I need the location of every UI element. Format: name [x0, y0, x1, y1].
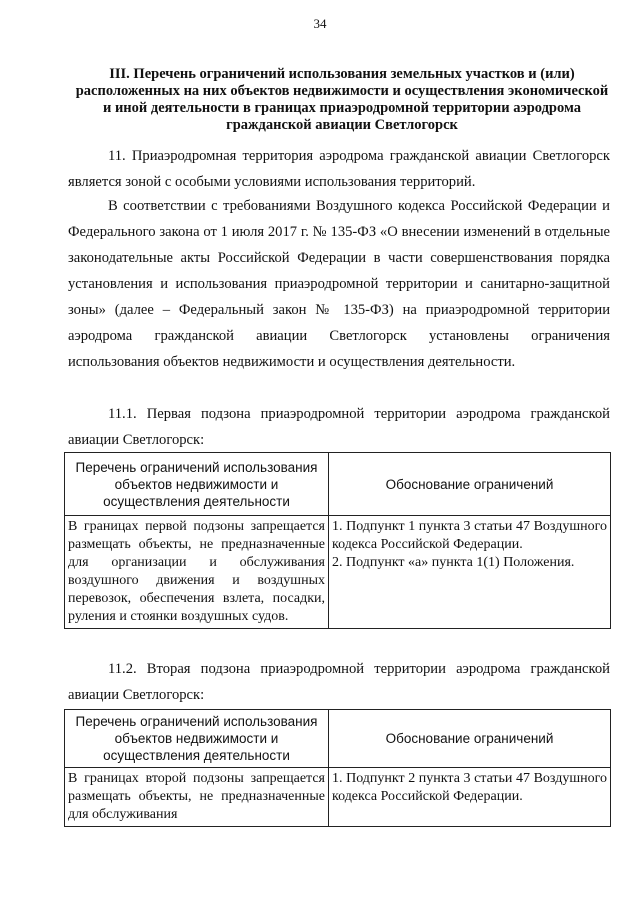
- table-header-row: [65, 710, 611, 768]
- paragraph-11-2: 11.2. Вторая подзона приаэродромной территории аэродрома гражданской авиации Светлогорск:: [68, 661, 610, 703]
- table-header-row: [65, 453, 611, 516]
- table-header-restrictions: Перечень ограничений использования объектов недвижимости и осуществления деятельности: [65, 710, 329, 768]
- table-header-restrictions: Перечень ограничений использования объектов недвижимости и осуществления деятельности: [65, 453, 329, 516]
- second-subzone-table: [64, 709, 611, 827]
- justification-item: 1. Подпункт 1 пункта 3 статьи 47 Воздушного кодекса Российской Федерации.: [332, 519, 607, 552]
- paragraph-11: 11. Приаэродромная территория аэродрома гражданской авиации Светлогорск является зоной с особыми условиями использования территорий.: [68, 148, 610, 190]
- table-header-justification: Обоснование ограничений: [329, 710, 611, 768]
- table-row: [65, 768, 611, 827]
- justification-item: 2. Подпункт «а» пункта 1(1) Положения.: [332, 555, 575, 570]
- table-row: [65, 516, 611, 629]
- justification-cell: [329, 768, 611, 827]
- justification-item: 1. Подпункт 2 пункта 3 статьи 47 Воздушного кодекса Российской Федерации.: [332, 771, 607, 804]
- paragraph-legal-basis: В соответствии с требованиями Воздушного кодекса Российской Федерации и Федерального закона от 1 июля 2017 г. № 135-ФЗ «О внесении изменений в отдельные законодательные акты Российской Федерации в части совершенствования порядка установления и использования приаэродромной территории и санитарно-защитной зоны» (далее – Федеральный закон № 135-ФЗ) на приаэродромной территории аэродрома гражданской авиации Светлогорск установлены ограничения использования объектов недвижимости и осуществления деятельности.: [68, 198, 610, 370]
- page-number: 34: [313, 16, 327, 31]
- table-header-justification: Обоснование ограничений: [329, 453, 611, 516]
- first-subzone-table: [64, 452, 611, 629]
- justification-cell: [329, 516, 611, 629]
- restriction-cell: В границах второй подзоны запрещается размещать объекты, не предназначенные для обслуживания: [65, 768, 329, 827]
- paragraph-11-1: 11.1. Первая подзона приаэродромной территории аэродрома гражданской авиации Светлогорск:: [68, 406, 610, 448]
- section-title: III. Перечень ограничений использования земельных участков и (или) расположенных на них объектов недвижимости и осуществления экономической и иной деятельности в границах приаэродромной территории аэродрома гражданской авиации Светлогорск: [75, 66, 609, 133]
- restriction-cell: В границах первой подзоны запрещается размещать объекты, не предназначенные для организации и обслуживания воздушного движения и воздушных перевозок, обеспечения взлета, посадки, руления и стоянки воздушных судов.: [65, 516, 329, 629]
